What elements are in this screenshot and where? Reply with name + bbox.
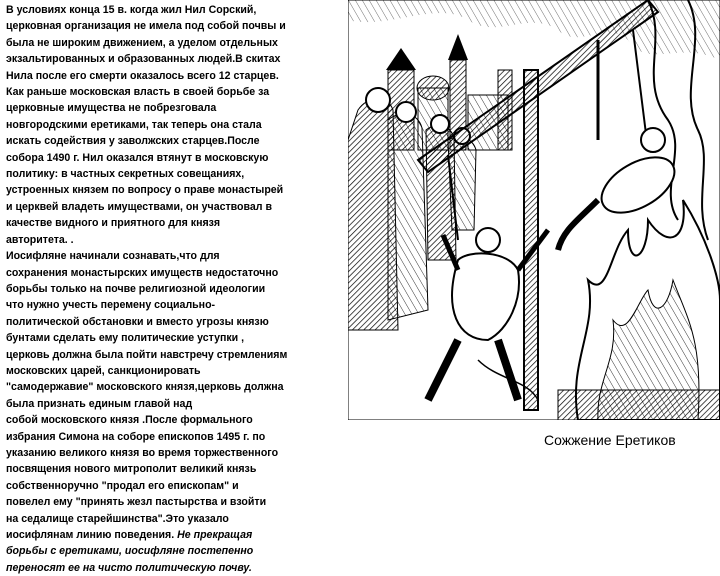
text-line: Иосифляне начинали сознавать,что для	[6, 250, 220, 263]
text-line: Нила после его смерти оказалось всего 12 старцев.	[6, 69, 279, 82]
text-line: была признать единым главой над	[6, 397, 193, 410]
text-line: церковная организация не имела под собой почвы и	[6, 20, 286, 33]
text-line: политической обстановки и вместо угрозы князю	[6, 315, 269, 328]
text-line-italic-part: Не прекращая	[177, 529, 253, 541]
text-line: борьбы только на почве религиозной идеологии	[6, 282, 266, 295]
text-line-regular-part: иосифлянам линию поведения.	[6, 529, 175, 541]
text-line: авторитета. .	[6, 233, 74, 246]
text-line: повелел ему "принять жезл пастырства и взойти	[6, 496, 267, 509]
body-text	[6, 2, 336, 576]
text-line: бунтами сделать ему политические уступки ,	[6, 332, 245, 345]
text-line: В условиях конца 15 в. когда жил Нил Сорский,	[6, 4, 257, 16]
text-line: Как раньше московская власть в своей борьбе за	[6, 86, 270, 99]
image-caption: Сожжение Еретиков	[544, 432, 676, 448]
text-line: церковь должна была пойти навстречу стремлениям	[6, 348, 288, 361]
text-line: московских царей, санкционировать	[6, 364, 201, 377]
text-line-italic: борьбы с еретиками, иосифляне постепенно	[6, 545, 254, 558]
text-line: искать содействия у заволжских старцев.После	[6, 135, 260, 148]
text-line: что нужно учесть перемену социально-	[6, 299, 216, 312]
engraving-burning-heretics-image	[348, 0, 720, 420]
text-line: собора 1490 г. Нил оказался втянут в московскую	[6, 151, 269, 164]
text-line: церковные имущества не побрезговала	[6, 102, 217, 115]
text-line: "самодержавие" московского князя,церковь должна	[6, 381, 284, 394]
text-line: была не широким движением, а уделом отдельных	[6, 36, 278, 49]
text-line: политику: в частных секретных совещаниях,	[6, 168, 245, 181]
text-line: избрания Симона на соборе епископов 1495 г. по	[6, 430, 266, 443]
text-line: экзальтированных и образованных людей.В скитах	[6, 53, 281, 66]
text-line: посвящения нового митрополит великий князь	[6, 463, 257, 476]
text-line: устроенных князем по вопросу о праве монастырей	[6, 184, 284, 197]
text-line: сохранения монастырских имуществ недостаточно	[6, 266, 279, 279]
text-line: новгородскими еретиками, так теперь она стала	[6, 118, 262, 131]
text-line-mixed	[6, 527, 336, 543]
text-line-italic: переносят ее на чисто политическую почву.	[6, 561, 252, 574]
text-line: и церквей владеть имуществами, он участвовал в	[6, 200, 272, 213]
text-line: на седалище старейшинства".Это указало	[6, 512, 229, 525]
text-line: собой московского князя .После формального	[6, 414, 253, 427]
text-line: качестве видного и приятного для князя	[6, 217, 221, 230]
text-line: собственноручно "продал его епископам" и	[6, 479, 239, 492]
text-line: указанию великого князя во время торжественного	[6, 446, 279, 459]
